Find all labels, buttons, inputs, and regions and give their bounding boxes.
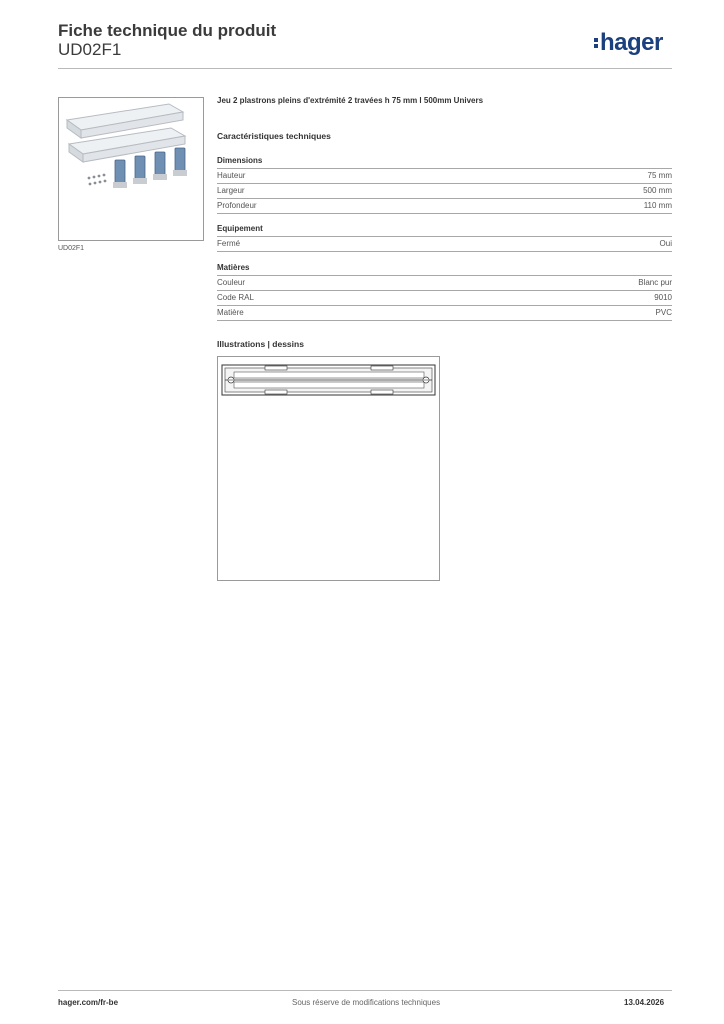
spec-value: 75 mm <box>647 171 672 180</box>
footer-website-link[interactable]: hager.com/fr-be <box>58 998 119 1007</box>
spec-label: Code RAL <box>217 293 254 302</box>
footer-date: 13.04.2026 <box>624 998 665 1007</box>
photo-caption: UD02F1 <box>58 245 85 252</box>
spec-group-heading: Equipement <box>217 224 263 233</box>
spec-label: Fermé <box>217 239 241 248</box>
spec-value: 110 mm <box>643 201 672 210</box>
footer-divider <box>58 990 672 991</box>
spec-row <box>217 290 672 306</box>
spec-value: Oui <box>659 239 672 248</box>
spec-value: Blanc pur <box>638 278 672 287</box>
spec-divider <box>217 213 672 214</box>
specs-title: Caractéristiques techniques <box>217 131 331 141</box>
spec-value: PVC <box>655 308 672 317</box>
product-description: Jeu 2 plastrons pleins d'extrémité 2 travées h 75 mm l 500mm Univers <box>217 96 484 105</box>
spec-row <box>217 198 672 214</box>
technical-drawing <box>217 356 440 581</box>
hager-logo <box>594 29 663 57</box>
footer-disclaimer: Sous réserve de modifications techniques <box>292 998 441 1007</box>
technical-drawing-illustration <box>218 357 439 580</box>
spec-label: Profondeur <box>217 201 257 210</box>
spec-group-heading: Dimensions <box>217 156 263 165</box>
spec-row <box>217 236 672 252</box>
spec-label: Couleur <box>217 278 246 287</box>
spec-label: Largeur <box>217 186 245 195</box>
product-reference: UD02F1 <box>58 40 122 59</box>
spec-divider <box>217 320 672 321</box>
product-photo <box>58 97 204 241</box>
spec-value: 9010 <box>654 293 672 302</box>
logo-text: hager <box>600 29 663 56</box>
header-divider <box>58 68 672 69</box>
spec-row <box>217 168 672 184</box>
spec-value: 500 mm <box>643 186 672 195</box>
spec-row <box>217 275 672 291</box>
spec-row <box>217 183 672 199</box>
spec-label: Matière <box>217 308 244 317</box>
spec-row <box>217 305 672 321</box>
spec-label: Hauteur <box>217 171 246 180</box>
illustrations-title: Illustrations | dessins <box>217 339 304 349</box>
page-title: Fiche technique du produit <box>58 21 277 40</box>
spec-divider <box>217 251 672 252</box>
spec-group-heading: Matières <box>217 263 250 272</box>
product-photo-illustration <box>59 98 203 240</box>
